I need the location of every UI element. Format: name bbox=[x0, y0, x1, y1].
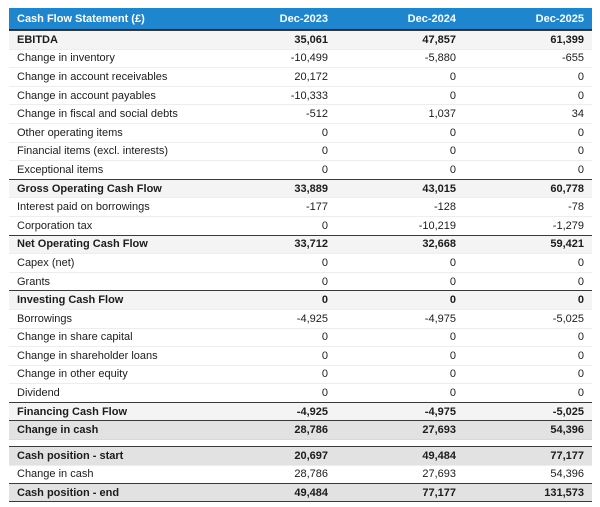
row-value: 0 bbox=[336, 290, 464, 309]
row-value: 0 bbox=[336, 142, 464, 161]
row-label: Investing Cash Flow bbox=[9, 290, 208, 309]
row-value: 0 bbox=[464, 253, 592, 272]
table-row bbox=[9, 160, 592, 179]
row-value: 0 bbox=[208, 290, 336, 309]
table-row bbox=[9, 465, 592, 484]
table-row bbox=[9, 179, 592, 198]
row-value: -5,025 bbox=[464, 309, 592, 328]
table-row bbox=[9, 67, 592, 86]
row-value: -1,279 bbox=[464, 216, 592, 235]
table-row bbox=[9, 123, 592, 142]
row-value: 0 bbox=[336, 383, 464, 402]
row-label: Cash position - start bbox=[9, 446, 208, 465]
row-value: 77,177 bbox=[464, 446, 592, 465]
row-label: Interest paid on borrowings bbox=[9, 197, 208, 216]
table-row bbox=[9, 290, 592, 309]
table-row bbox=[9, 253, 592, 272]
row-label: Change in cash bbox=[9, 420, 208, 439]
row-label: Change in cash bbox=[9, 465, 208, 484]
row-value: 0 bbox=[336, 123, 464, 142]
row-value: -4,925 bbox=[208, 402, 336, 421]
column-header-period-3: Dec-2025 bbox=[464, 8, 592, 30]
row-label: Borrowings bbox=[9, 309, 208, 328]
table-row bbox=[9, 86, 592, 105]
table-row bbox=[9, 420, 592, 439]
row-value: 20,697 bbox=[208, 446, 336, 465]
row-value: -5,025 bbox=[464, 402, 592, 421]
column-header-period-1: Dec-2023 bbox=[208, 8, 336, 30]
row-label: Change in inventory bbox=[9, 49, 208, 68]
row-value: 0 bbox=[464, 67, 592, 86]
table-row bbox=[9, 346, 592, 365]
row-value: 54,396 bbox=[464, 465, 592, 484]
row-value: 0 bbox=[208, 328, 336, 347]
row-value: -4,975 bbox=[336, 309, 464, 328]
row-value: -128 bbox=[336, 197, 464, 216]
cash-flow-table-body bbox=[9, 30, 592, 502]
row-value: 27,693 bbox=[336, 420, 464, 439]
row-value: 43,015 bbox=[336, 179, 464, 198]
table-row bbox=[9, 197, 592, 216]
row-label: Dividend bbox=[9, 383, 208, 402]
table-row bbox=[9, 30, 592, 49]
row-label: Exceptional items bbox=[9, 160, 208, 179]
table-header-row bbox=[9, 8, 592, 30]
row-value: 47,857 bbox=[336, 30, 464, 49]
row-value: -10,219 bbox=[336, 216, 464, 235]
row-value: 0 bbox=[208, 346, 336, 365]
row-value: 0 bbox=[336, 86, 464, 105]
row-label: Corporation tax bbox=[9, 216, 208, 235]
row-label: Change in fiscal and social debts bbox=[9, 104, 208, 123]
table-row bbox=[9, 142, 592, 161]
table-row bbox=[9, 383, 592, 402]
row-value: 0 bbox=[208, 272, 336, 291]
row-value: 35,061 bbox=[208, 30, 336, 49]
row-label: Financial items (excl. interests) bbox=[9, 142, 208, 161]
row-value: 33,712 bbox=[208, 235, 336, 254]
row-value: -177 bbox=[208, 197, 336, 216]
row-value: 0 bbox=[336, 328, 464, 347]
row-value: 0 bbox=[464, 290, 592, 309]
row-value: 0 bbox=[208, 142, 336, 161]
row-value: 32,668 bbox=[336, 235, 464, 254]
table-row bbox=[9, 446, 592, 465]
row-value: 60,778 bbox=[464, 179, 592, 198]
row-label: Change in shareholder loans bbox=[9, 346, 208, 365]
row-value: 0 bbox=[464, 365, 592, 384]
row-value: -512 bbox=[208, 104, 336, 123]
row-value: 0 bbox=[464, 123, 592, 142]
row-value: -78 bbox=[464, 197, 592, 216]
row-label: Cash position - end bbox=[9, 483, 208, 502]
spacer-row bbox=[9, 439, 592, 446]
row-value: 0 bbox=[336, 67, 464, 86]
row-value: 77,177 bbox=[336, 483, 464, 502]
row-label: Financing Cash Flow bbox=[9, 402, 208, 421]
row-value: 0 bbox=[464, 160, 592, 179]
row-value: 0 bbox=[336, 253, 464, 272]
row-value: 28,786 bbox=[208, 420, 336, 439]
row-value: 0 bbox=[464, 328, 592, 347]
table-row bbox=[9, 402, 592, 421]
row-value: -5,880 bbox=[336, 49, 464, 68]
row-label: Change in other equity bbox=[9, 365, 208, 384]
row-value: 1,037 bbox=[336, 104, 464, 123]
row-value: 34 bbox=[464, 104, 592, 123]
row-value: -655 bbox=[464, 49, 592, 68]
row-value: 0 bbox=[464, 383, 592, 402]
table-row bbox=[9, 365, 592, 384]
row-value: 28,786 bbox=[208, 465, 336, 484]
row-value: 0 bbox=[208, 383, 336, 402]
row-value: 54,396 bbox=[464, 420, 592, 439]
row-value: 0 bbox=[336, 160, 464, 179]
row-label: Other operating items bbox=[9, 123, 208, 142]
row-value: -4,975 bbox=[336, 402, 464, 421]
row-label: Grants bbox=[9, 272, 208, 291]
row-label: Capex (net) bbox=[9, 253, 208, 272]
row-value: 49,484 bbox=[208, 483, 336, 502]
table-row bbox=[9, 235, 592, 254]
row-label: Net Operating Cash Flow bbox=[9, 235, 208, 254]
row-value: 0 bbox=[464, 272, 592, 291]
row-label: Gross Operating Cash Flow bbox=[9, 179, 208, 198]
cash-flow-table bbox=[9, 8, 592, 502]
row-value: -10,499 bbox=[208, 49, 336, 68]
spacer-cell bbox=[9, 439, 592, 446]
row-label: Change in account receivables bbox=[9, 67, 208, 86]
row-value: 33,889 bbox=[208, 179, 336, 198]
row-label: EBITDA bbox=[9, 30, 208, 49]
row-value: 61,399 bbox=[464, 30, 592, 49]
row-value: 0 bbox=[464, 346, 592, 365]
row-value: 131,573 bbox=[464, 483, 592, 502]
row-value: -10,333 bbox=[208, 86, 336, 105]
table-row bbox=[9, 104, 592, 123]
table-row bbox=[9, 49, 592, 68]
row-value: -4,925 bbox=[208, 309, 336, 328]
row-value: 0 bbox=[336, 365, 464, 384]
row-value: 0 bbox=[208, 160, 336, 179]
row-value: 0 bbox=[464, 142, 592, 161]
row-value: 0 bbox=[336, 346, 464, 365]
row-label: Change in share capital bbox=[9, 328, 208, 347]
row-value: 59,421 bbox=[464, 235, 592, 254]
row-value: 0 bbox=[208, 365, 336, 384]
row-value: 0 bbox=[208, 216, 336, 235]
table-row bbox=[9, 272, 592, 291]
row-value: 49,484 bbox=[336, 446, 464, 465]
table-row bbox=[9, 483, 592, 502]
row-value: 27,693 bbox=[336, 465, 464, 484]
table-row bbox=[9, 309, 592, 328]
row-value: 0 bbox=[464, 86, 592, 105]
column-header-period-2: Dec-2024 bbox=[336, 8, 464, 30]
table-row bbox=[9, 216, 592, 235]
row-value: 0 bbox=[208, 253, 336, 272]
row-label: Change in account payables bbox=[9, 86, 208, 105]
row-value: 0 bbox=[336, 272, 464, 291]
table-row bbox=[9, 328, 592, 347]
row-value: 20,172 bbox=[208, 67, 336, 86]
cash-flow-statement-panel bbox=[9, 8, 592, 502]
row-value: 0 bbox=[208, 123, 336, 142]
table-title: Cash Flow Statement (£) bbox=[9, 8, 208, 30]
